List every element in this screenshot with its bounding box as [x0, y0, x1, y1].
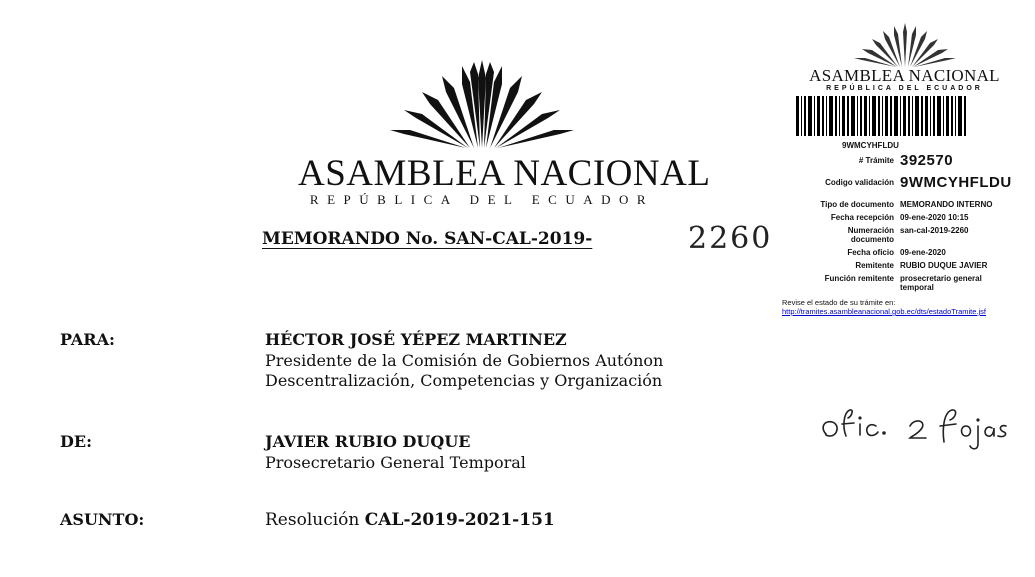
review-text: Revise el estado de su trámite en: — [782, 298, 896, 307]
para-name: HÉCTOR JOSÉ YÉPEZ MARTINEZ — [265, 330, 567, 349]
asunto-label: ASUNTO: — [60, 510, 145, 529]
field-value: prosecretario general temporal — [900, 274, 982, 292]
para-line-2: Descentralización, Competencias y Organización — [265, 371, 663, 390]
field-codigo — [782, 174, 1027, 191]
sunburst-emblem-icon — [382, 58, 582, 150]
field-value: 09-ene-2020 10:15 — [900, 213, 969, 222]
memo-number: 2260 — [688, 221, 773, 256]
field-fecha-recepcion — [782, 213, 1027, 226]
stamp-subtitle: REPÚBLICA DEL ECUADOR — [826, 85, 983, 92]
field-label: Numeración documento — [847, 226, 894, 244]
field-label: Codigo validación — [825, 178, 894, 187]
asamblea-logo — [298, 58, 711, 208]
field-value: san-cal-2019-2260 — [900, 226, 969, 235]
stamp-emblem-icon — [850, 22, 960, 68]
logo-title: ASAMBLEA NACIONAL — [298, 153, 711, 194]
stamp-title: ASAMBLEA NACIONAL — [809, 66, 1000, 85]
field-value: 09-ene-2020 — [900, 248, 946, 257]
field-label: Tipo de documento — [820, 200, 894, 209]
asunto-text: Resolución — [265, 510, 365, 530]
field-remitente — [782, 261, 1027, 274]
field-value: 9WMCYHFLDU — [900, 174, 1012, 191]
field-numeracion — [782, 226, 1027, 248]
memo-label: MEMORANDO No. SAN-CAL-2019- — [262, 229, 593, 249]
field-label: Fecha oficio — [847, 248, 894, 257]
field-label: # Trámite — [858, 156, 894, 165]
reception-stamp — [782, 22, 1027, 316]
field-value: 392570 — [900, 152, 954, 169]
de-line-1: Prosecretario General Temporal — [265, 453, 526, 472]
de-label: DE: — [60, 432, 92, 451]
asunto-code: CAL-2019-2021-151 — [364, 510, 555, 530]
field-label: Fecha recepción — [830, 213, 894, 222]
para-label: PARA: — [60, 330, 115, 349]
field-tramite — [782, 152, 1027, 169]
review-link[interactable]: http://tramites.asambleanacional.gob.ec/dts/estadoTramite.jsf — [782, 307, 986, 316]
para-line-1: Presidente de la Comisión de Gobiernos Autónon — [265, 351, 664, 370]
field-label: Función remitente — [824, 274, 894, 283]
barcode-text: 9WMCYHFLDU — [842, 141, 899, 150]
field-value: RUBIO DUQUE JAVIER — [900, 261, 988, 270]
field-label: Remitente — [855, 261, 894, 270]
para-value — [265, 330, 663, 391]
asunto-value — [265, 510, 555, 530]
field-fecha-oficio — [782, 248, 1027, 261]
handwritten-note — [818, 404, 1008, 454]
de-name: JAVIER RUBIO DUQUE — [265, 432, 471, 451]
stamp-logo — [782, 22, 1027, 68]
memo-heading — [262, 229, 592, 249]
field-funcion — [782, 274, 1027, 296]
logo-subtitle: REPÚBLICA DEL ECUADOR — [309, 192, 655, 207]
field-tipo — [782, 200, 1027, 213]
field-value: MEMORANDO INTERNO — [900, 200, 993, 209]
stamp-fields — [782, 152, 1027, 296]
review-block — [782, 298, 1027, 316]
de-value — [265, 432, 526, 473]
barcode-icon — [796, 96, 966, 136]
